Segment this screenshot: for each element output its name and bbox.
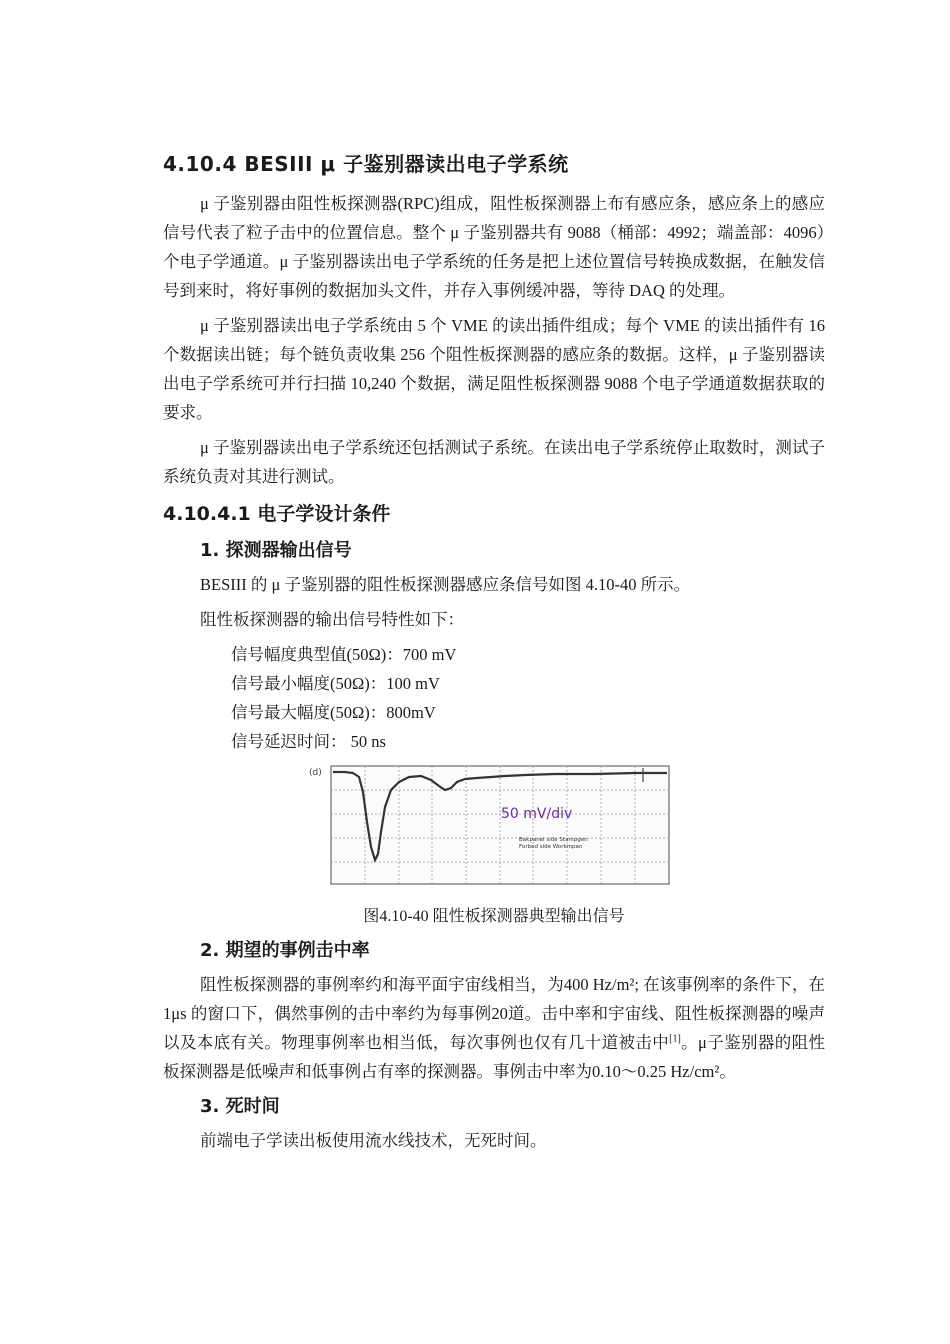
figure-scale-label: 50 mV/div	[501, 806, 573, 822]
figure-legend-line1: Bakpanel side Stampgen	[519, 837, 588, 843]
figure-legend-line2: Forbed side Workmpan	[519, 844, 583, 850]
section-title: 4.10.4 BESIII μ 子鉴别器读出电子学系统	[163, 152, 569, 176]
section-paragraph-1: μ 子鉴别器由阻性板探测器(RPC)组成，阻性板探测器上布有感应条，感应条上的感应信号代表了粒子击中的位置信息。整个 μ 子鉴别器共有 9088（桶部：4992；端盖部：4096）个电子学通道。μ 子鉴别器读出电子学系统的任务是把上述位置信号转换成数据，在触发信号到来时，将好事例的数据加头文件，并存入事例缓冲器，等待 DAQ 的处理。	[163, 194, 825, 300]
spec-max-amplitude: 信号最大幅度(50Ω)：800mV	[231, 703, 436, 722]
item2-title: 2. 期望的事例击中率	[200, 940, 370, 961]
figure-caption: 图4.10-40 阻性板探测器典型输出信号	[363, 908, 625, 925]
section-paragraph-2: μ 子鉴别器读出电子学系统由 5 个 VME 的读出插件组成；每个 VME 的读出插件有 16 个数据读出链；每个链负责收集 256 个阻性板探测器的感应条的数据。这样，μ 子鉴别器读出电子学系统可并行扫描 10,240 个数据，满足阻性板探测器 9088 个电子学通道数据获取的要求。	[163, 316, 825, 422]
spec-delay-time: 信号延迟时间： 50 ns	[231, 732, 386, 751]
signal-figure	[163, 762, 825, 890]
item2-paragraph	[163, 970, 825, 1086]
item1-line2: 阻性板探测器的输出信号特性如下：	[200, 610, 464, 629]
item3-title: 3. 死时间	[200, 1096, 280, 1117]
item1-title: 1. 探测器输出信号	[200, 540, 352, 561]
item2-text-after-ref: 。μ子鉴别器的阻性板探测器是低噪声和低事例占有率的探测器。事例击中率为0.10～0.25 Hz/cm²。	[163, 1033, 825, 1081]
item3-text: 前端电子学读出板使用流水线技术，无死时间。	[200, 1131, 547, 1150]
section-paragraph-3: μ 子鉴别器读出电子学系统还包括测试子系统。在读出电子学系统停止取数时，测试子系统负责对其进行测试。	[163, 438, 825, 486]
subsection-title: 4.10.4.1 电子学设计条件	[163, 503, 391, 525]
spec-typical-amplitude: 信号幅度典型值(50Ω)：700 mV	[231, 645, 457, 664]
document-page	[163, 140, 825, 1161]
figure-corner-label: (d)	[309, 768, 322, 778]
oscilloscope-trace-image	[305, 762, 673, 888]
item2-text-before-ref: 阻性板探测器的事例率约和海平面宇宙线相当，为400 Hz/m²; 在该事例率的条件下，在1μs 的窗口下，偶然事例的击中率约为每事例20道。击中率和宇宙线、阻性板探测器的噪声以及本底有关。物理事例率也相当低，每次事例也仅有几十道被击中	[163, 975, 825, 1052]
item1-line1: BESIII 的 μ 子鉴别器的阻性板探测器感应条信号如图 4.10-40 所示。	[200, 575, 691, 594]
citation-ref[interactable]: [1]	[669, 1033, 681, 1045]
spec-min-amplitude: 信号最小幅度(50Ω)：100 mV	[231, 674, 440, 693]
